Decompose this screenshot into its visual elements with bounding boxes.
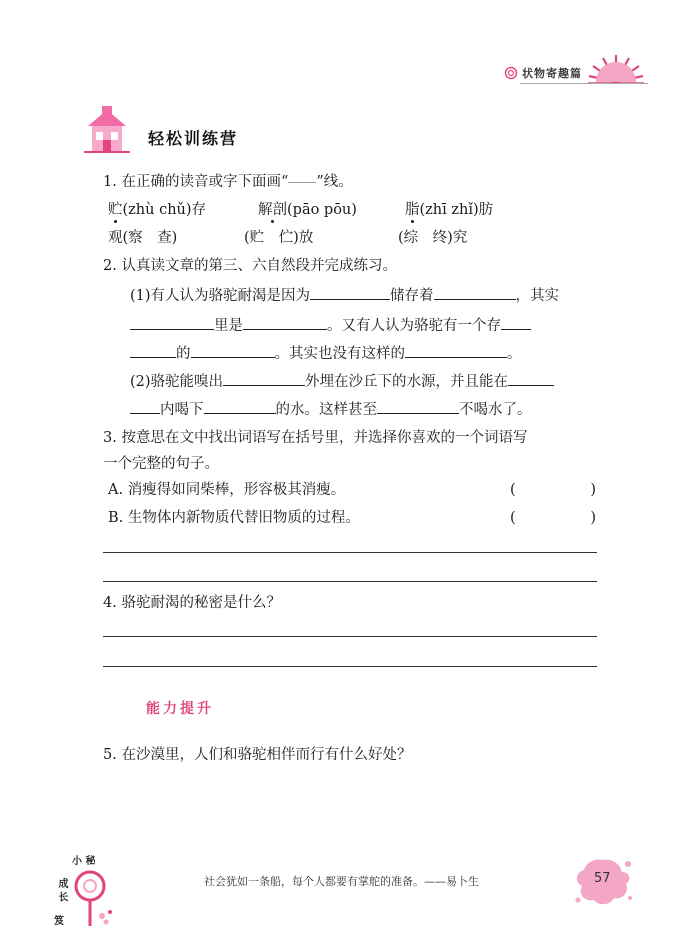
q1-item-1: 贮(zhù chǔ)存 bbox=[108, 202, 207, 218]
series-title: 状物寄趣篇 bbox=[522, 67, 582, 80]
q1-item-6: (综 终)究 bbox=[398, 230, 468, 246]
q4-stem: 4. 骆驼耐渴的秘密是什么？ bbox=[103, 595, 281, 611]
section-title-ability: 能力提升 bbox=[146, 701, 214, 717]
blank[interactable] bbox=[130, 400, 160, 414]
writing-line[interactable] bbox=[103, 581, 597, 582]
q5-stem: 5. 在沙漠里，人们和骆驼相伴而行有什么好处？ bbox=[103, 747, 412, 763]
blank[interactable] bbox=[310, 286, 390, 300]
q1-item-5: (贮 伫)放 bbox=[244, 230, 314, 246]
q2-part1-line3: 的 。其实也没有这样的 。 bbox=[130, 344, 522, 364]
q3-answer-a[interactable]: ( ) bbox=[510, 482, 596, 498]
brand-tree-icon bbox=[68, 864, 120, 930]
footer-brand bbox=[54, 852, 130, 932]
q1-item-3: 脂(zhī zhǐ)肪 bbox=[405, 202, 494, 218]
blank[interactable] bbox=[130, 316, 214, 330]
spiral-icon bbox=[504, 66, 518, 80]
page-number: 57 bbox=[594, 871, 611, 886]
q3-answer-b[interactable]: ( ) bbox=[510, 510, 596, 526]
q3-stem-line2: 一个完整的句子。 bbox=[103, 456, 219, 472]
blank[interactable] bbox=[130, 344, 176, 358]
q3-item-b: B. 生物体内新物质代替旧物质的过程。 bbox=[108, 510, 360, 526]
brand-bottom: 笈 bbox=[54, 916, 64, 927]
q3-stem-line1: 3. 按意思在文中找出词语写在括号里，并选择你喜欢的一个词语写 bbox=[103, 430, 528, 446]
blank[interactable] bbox=[434, 286, 516, 300]
writing-line[interactable] bbox=[103, 666, 597, 667]
header-rule bbox=[520, 83, 648, 84]
writing-line[interactable] bbox=[103, 552, 597, 553]
q2-part2-line1: (2)骆驼能嗅出 外埋在沙丘下的水源，并且能在 bbox=[130, 372, 554, 392]
writing-line[interactable] bbox=[103, 636, 597, 637]
q1-item-2: 解剖(pāo pōu) bbox=[258, 202, 357, 218]
blank[interactable] bbox=[223, 372, 305, 386]
q1-item-4: 观(察 查) bbox=[108, 230, 178, 246]
footer-quote: 社会犹如一条船，每个人都要有掌舵的准备。——易卜生 bbox=[204, 875, 479, 888]
q3-item-a: A. 消瘦得如同柴棒，形容极其消瘦。 bbox=[108, 482, 346, 498]
house-icon bbox=[84, 106, 130, 154]
blank[interactable] bbox=[377, 400, 459, 414]
q2-stem: 2. 认真读文章的第三、六自然段并完成练习。 bbox=[103, 258, 397, 274]
q1-stem: 1. 在正确的读音或字下面画“ ”线。 bbox=[103, 174, 353, 190]
q2-part1-line1: (1)有人认为骆驼耐渴是因为 储存着 ，其实 bbox=[130, 288, 560, 304]
blank[interactable] bbox=[204, 400, 276, 414]
sunburst-icon bbox=[588, 52, 644, 86]
section-title-training: 轻松训练营 bbox=[148, 129, 239, 148]
blank[interactable] bbox=[501, 316, 531, 330]
blank[interactable] bbox=[405, 344, 507, 358]
header bbox=[500, 52, 650, 90]
blank[interactable] bbox=[243, 316, 327, 330]
brand-left: 成 长 bbox=[56, 878, 67, 902]
blank[interactable] bbox=[508, 372, 554, 386]
brand-top: 小 秘 bbox=[72, 856, 96, 867]
blank[interactable] bbox=[191, 344, 275, 358]
q2-part2-line2: 内喝下 的水。这样甚至 不喝水了。 bbox=[130, 400, 532, 420]
q2-part1-line2: 里是 。又有人认为骆驼有一个存 bbox=[130, 316, 531, 336]
